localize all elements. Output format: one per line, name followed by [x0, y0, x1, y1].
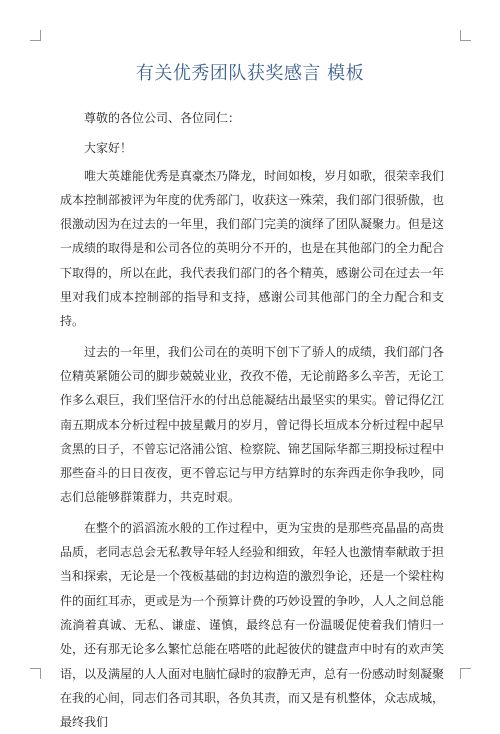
body-paragraph-2: 过去的一年里，我们公司在的英明下创下了骄人的成绩，我们部门各位精英紧随公司的脚步兢兢业业，孜孜不倦，无论前路多么辛苦，无论工作多么艰巨，我们坚信汗水的付出总能凝结出最坚实的果实。曾记得亿江南五期成本分析过程中披星戴月的岁月，曾记得长垣成本分析过程中起早贪黑的日子，不曾忘记洛浦公馆、检察院、锦艺国际华都三期投标过程中那些奋斗的日日夜夜，更不曾忘记与甲方结算时的东奔西走你争我吵，同志们总能够群策群力，共克时艰。: [60, 344, 445, 505]
crop-mark-bottom-left: [30, 668, 41, 679]
document-body: [60, 106, 444, 734]
crop-mark-top-right: [460, 30, 471, 41]
greeting-paragraph: 大家好！: [84, 141, 133, 156]
crop-mark-bottom-right: [460, 668, 471, 679]
salutation-paragraph: 尊敬的各位公司、各位同仁：: [84, 111, 241, 125]
body-paragraph-3: 在整个的滔滔流水般的工作过程中，更为宝贵的是那些亮晶晶的高贵品质，老同志总会无私教导年轻人经验和细致，年轻人也激情奉献敢于担当和探索，无论是一个筏板基础的封边构造的激烈争论，还是一个梁柱构件的面红耳赤，更或是为一个预算计费的巧妙设置的争吵，人人之间总能流淌着真诚、无私、谦虚、谨慎，最终总有一份温暖促使着我们情归一处，还有那无论多么繁忙总能在嗒嗒的此起彼伏的键盘声中时有的欢声笑语，以及满屋的人人面对电脑忙碌时的寂静无声，总有一份感动时刻凝聚在我的心间，同志们各司其职，各负其责，而又是有机整体，众志成城，最终我们: [60, 520, 445, 730]
crop-mark-top-left: [30, 30, 41, 41]
document-title: 有关优秀团队获奖感言 模板: [135, 63, 365, 84]
body-paragraph-1: 唯大英雄能优秀是真豪杰乃降龙，时间如梭，岁月如歌，很荣幸我们成本控制部被评为年度的优秀部门，收获这一殊荣，我们部门很骄傲，也很激动因为在过去的一年里，我们部门完美的演绎了团队凝聚力。但是这一成绩的取得是和公司各位的英明分不开的，也是在其他部门的全力配合下取得的，所以在此，我代表我们部门的各个精英，感谢公司在过去一年里对我们成本控制部的指导和支持，感谢公司其他部门的全力配合和支持。: [60, 168, 445, 329]
